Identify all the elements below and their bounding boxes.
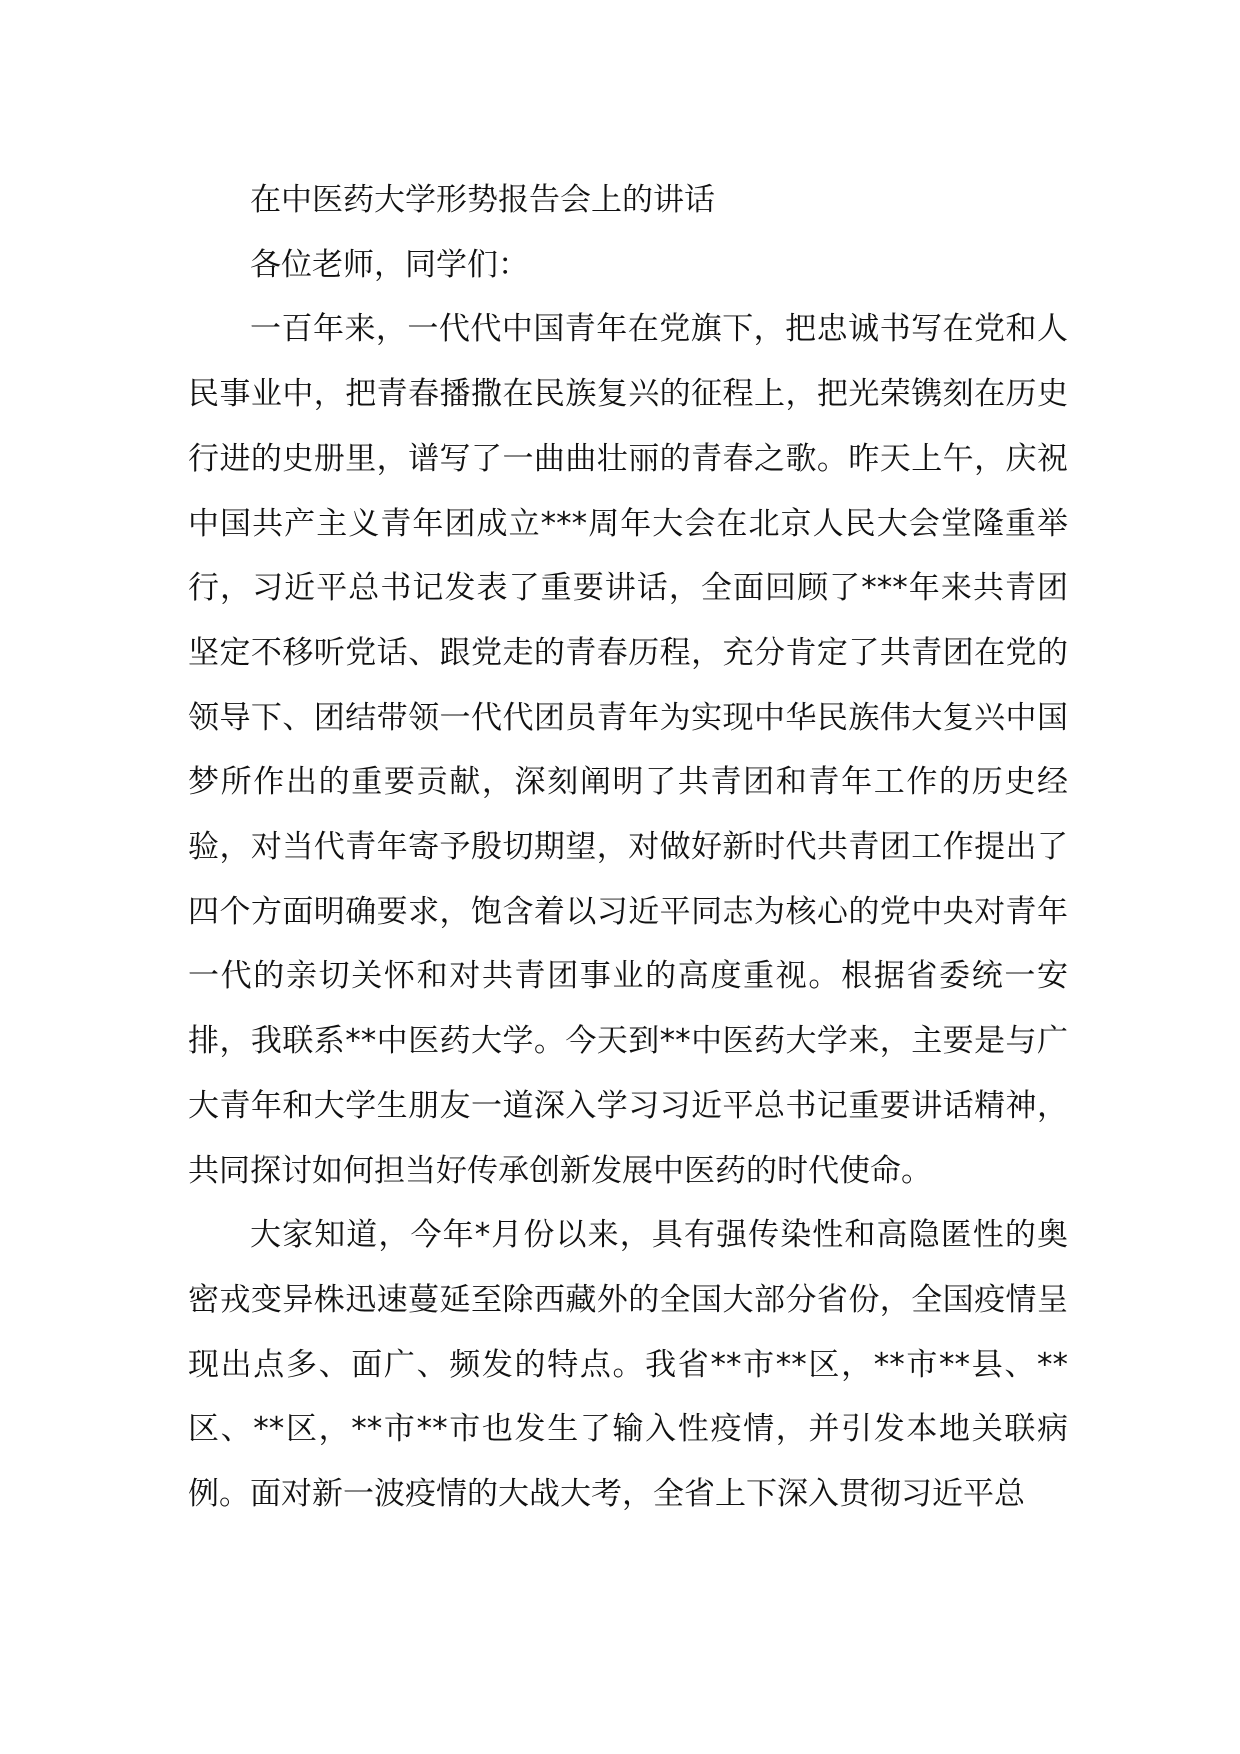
body-paragraph: 一百年来，一代代中国青年在党旗下，把忠诚书写在党和人民事业中，把青春播撒在民族复兴的征程上，把光荣镌刻在历史行进的史册里，谱写了一曲曲壮丽的青春之歌。昨天上午，庆祝中国共产主义青年团成立***周年大会在北京人民大会堂隆重举行，习近平总书记发表了重要讲话，全面回顾了***年来共青团坚定不移听党话、跟党走的青春历程，充分肯定了共青团在党的领导下、团结带领一代代团员青年为实现中华民族伟大复兴中国梦所作出的重要贡献，深刻阐明了共青团和青年工作的历史经验，对当代青年寄予殷切期望，对做好新时代共青团工作提出了四个方面明确要求，饱含着以习近平同志为核心的党中央对青年一代的亲切关怀和对共青团事业的高度重视。根据省委统一安排，我联系**中医药大学。今天到**中医药大学来，主要是与广大青年和大学生朋友一道深入学习习近平总书记重要讲话精神，共同探讨如何担当好传承创新发展中医药的时代使命。: [188, 311, 1068, 1189]
salutation: 各位老师，同学们：: [250, 246, 529, 283]
document-title: 在中医药大学形势报告会上的讲话: [250, 182, 715, 218]
body-paragraph: 大家知道，今年*月份以来，具有强传染性和高隐匿性的奥密戎变异株迅速蔓延至除西藏外的全国大部分省份，全国疫情呈现出点多、面广、频发的特点。我省**市**区，**市**县、**区、**区，**市**市也发生了输入性疫情，并引发本地关联病例。面对新一波疫情的大战大考，全省上下深入贯彻习近平总: [188, 1217, 1068, 1513]
document-body: [188, 168, 1068, 1527]
